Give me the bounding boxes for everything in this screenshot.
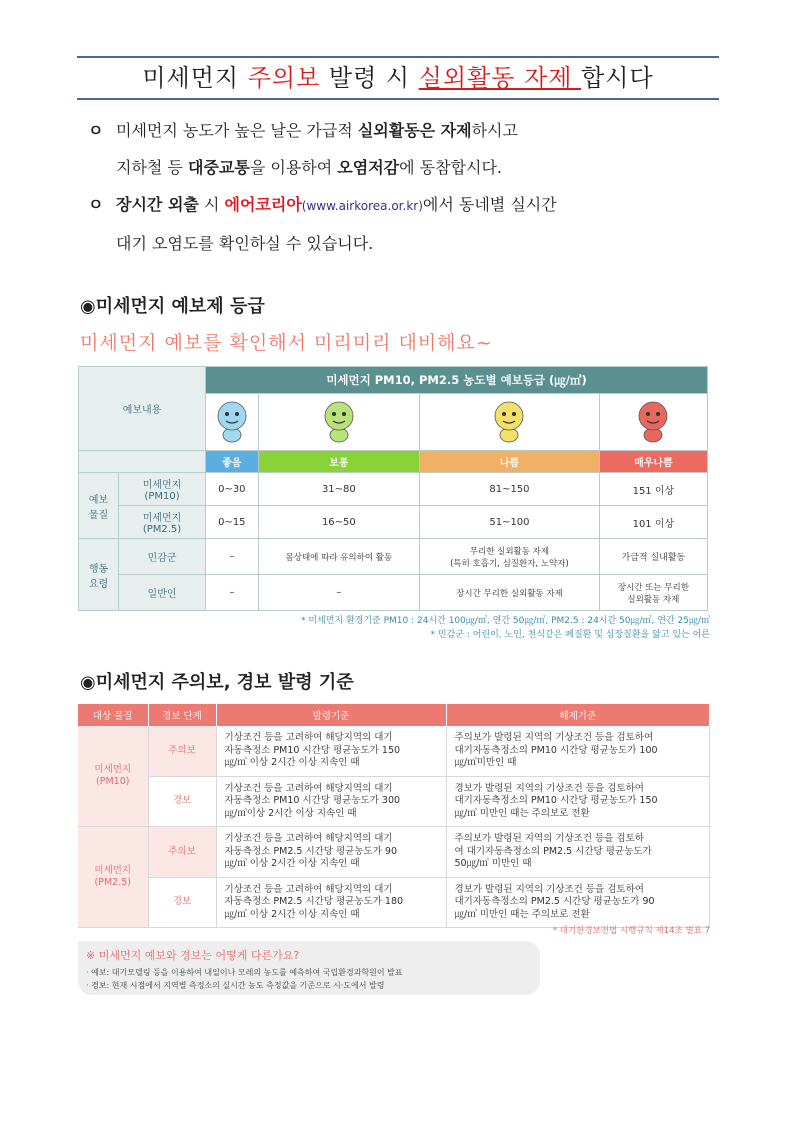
bold-text: 대중교통 <box>188 158 250 177</box>
face-good-icon <box>215 399 249 443</box>
text: 하시고 <box>471 121 518 140</box>
col-header: 해제기준 <box>446 704 710 726</box>
cell: 장시간 또는 무리한 실외활동 자제 <box>599 575 707 611</box>
bullet-item <box>88 112 728 149</box>
row-label: 미세먼지 (PM10) <box>119 473 206 506</box>
text: 에서 동네별 실시간 <box>422 195 557 214</box>
face-bad-cell <box>420 394 600 451</box>
note-sensitive: * 민감군 : 어린이, 노인, 천식같은 폐질환 및 심장질환을 앓고 있는 어른 <box>430 630 710 640</box>
cell: 51~100 <box>420 506 600 539</box>
group-action: 행동 요령 <box>79 539 119 611</box>
cell: 16~50 <box>258 506 420 539</box>
bold-text: 실외활동은 자제 <box>357 121 472 140</box>
bullet-continuation <box>88 149 728 186</box>
cell: 무리한 실외활동 자제 (특히 호흡기, 심질환자, 노약자) <box>420 539 600 575</box>
bullet-continuation <box>88 225 728 262</box>
group-substance: 예보 물질 <box>79 473 119 539</box>
blank-cell <box>79 451 206 473</box>
level-normal: 보통 <box>258 451 420 473</box>
title-part: 미세먼지 <box>142 64 248 92</box>
section-title-forecast: ◉미세먼지 예보제 등급 <box>80 296 265 317</box>
cell: 151 이상 <box>599 473 707 506</box>
text: 지하철 등 <box>116 158 188 177</box>
level-good: 좋음 <box>206 451 259 473</box>
cell: 0~30 <box>206 473 259 506</box>
faq-line: · 경보: 현재 시점에서 지역별 측정소의 실시간 농도 측정값을 기준으로 시·도에서 발령 <box>86 981 385 990</box>
faq-box <box>78 941 540 995</box>
issue-cell: 기상조건 등을 고려하여 해당지역의 대기 자동측정소 PM10 시간당 평균농도가 150 ㎍/㎥ 이상 2시간 이상 지속인 때 <box>216 726 446 776</box>
row-label: 미세먼지 (PM2.5) <box>119 506 206 539</box>
bullet-item <box>88 186 728 225</box>
cell: – <box>206 575 259 611</box>
title-highlight-advisory: 주의보 <box>247 64 321 92</box>
cell: 81~150 <box>420 473 600 506</box>
level-cell: 경보 <box>148 877 216 928</box>
airkorea-name: 에어코리아 <box>224 195 302 214</box>
cell: 101 이상 <box>599 506 707 539</box>
title-part: 발령 시 <box>320 64 419 92</box>
release-cell: 경보가 발령된 지역의 기상조건 등을 검토하여 대기자동측정소의 PM10 시간당 평균농도가 150 ㎍/㎥ 미만인 때는 주의보로 전환 <box>446 776 710 827</box>
cell: 31~80 <box>258 473 420 506</box>
faq-line: · 예보: 대기모델링 등을 이용하여 내일이나 모레의 농도를 예측하여 국립환경과학원이 발표 <box>86 968 403 977</box>
level-cell: 경보 <box>148 776 216 827</box>
section-title-alert: ◉미세먼지 주의보, 경보 발령 기준 <box>80 672 354 693</box>
cell: 0~15 <box>206 506 259 539</box>
issue-cell: 기상조건 등을 고려하여 해당지역의 대기 자동측정소 PM2.5 시간당 평균농도가 180 ㎍/㎥ 이상 2시간 이상 지속인 때 <box>216 877 446 928</box>
release-cell: 주의보가 발령된 지역의 기상조건 등을 검토하 여 대기자동측정소의 PM2.5 시간당 평균농도가 50㎍/㎥ 미만인 때 <box>446 827 710 878</box>
cell: 장시간 무리한 실외활동 자제 <box>420 575 600 611</box>
forecast-header: 미세먼지 PM10, PM2.5 농도별 예보등급 (㎍/㎥) <box>206 367 708 394</box>
bullet-list <box>88 112 728 262</box>
airkorea-link[interactable]: (www.airkorea.or.kr) <box>301 199 423 213</box>
release-cell: 경보가 발령된 지역의 기상조건 등을 검토하여 대기자동측정소의 PM2.5 시간당 평균농도가 90 ㎍/㎥ 미만인 때는 주의보로 전환 <box>446 877 710 928</box>
bullet-dot: ㅇ <box>88 195 104 214</box>
col-header: 경보 단계 <box>148 704 216 726</box>
bullet-dot: ㅇ <box>88 121 104 140</box>
col-header: 대상 물질 <box>78 704 148 726</box>
issue-cell: 기상조건 등을 고려하여 해당지역의 대기 자동측정소 PM2.5 시간당 평균농도가 90 ㎍/㎥ 이상 2시간 이상 지속인 때 <box>216 827 446 878</box>
col-header: 발령기준 <box>216 704 446 726</box>
alert-source-note: * 대기환경보전법 시행규칙 제14조 별표 7 <box>552 926 710 936</box>
material-cell: 미세먼지 (PM10) <box>78 726 148 827</box>
alert-table <box>78 704 710 928</box>
bold-text: 장시간 외출 <box>116 195 199 214</box>
text: 을 이용하여 <box>249 158 338 177</box>
face-normal-cell <box>258 394 420 451</box>
title-highlight-restrain: 실외활동 자제 <box>418 64 582 92</box>
level-bad: 나쁨 <box>420 451 600 473</box>
forecast-table <box>78 366 708 611</box>
bold-text: 오염저감 <box>337 158 400 177</box>
text: 에 동참합시다. <box>399 158 503 177</box>
level-cell: 주의보 <box>148 827 216 878</box>
faq-question: ※ 미세먼지 예보와 경보는 어떻게 다른가요? <box>86 949 300 962</box>
face-verybad-icon <box>636 399 670 443</box>
face-good-cell <box>206 394 259 451</box>
row-label: 민감군 <box>119 539 206 575</box>
face-verybad-cell <box>599 394 707 451</box>
note-standard: * 미세먼지 환경기준 PM10 : 24시간 100㎍/㎥, 연간 50㎍/㎥, PM2.5 : 24시간 50㎍/㎥, 연간 25㎍/㎥ <box>300 616 710 626</box>
cell: – <box>258 575 420 611</box>
page-title <box>77 56 719 100</box>
text: 시 <box>198 195 225 214</box>
face-bad-icon <box>492 399 526 443</box>
row-label: 일반인 <box>119 575 206 611</box>
material-cell: 미세먼지 (PM2.5) <box>78 827 148 928</box>
level-verybad: 매우나쁨 <box>599 451 707 473</box>
cell: 가급적 실내활동 <box>599 539 707 575</box>
title-part: 합시다 <box>581 64 654 92</box>
issue-cell: 기상조건 등을 고려하여 해당지역의 대기 자동측정소 PM10 시간당 평균농도가 300 ㎍/㎥이상 2시간 이상 지속인 때 <box>216 776 446 827</box>
release-cell: 주의보가 발령된 지역의 기상조건 등을 검토하여 대기자동측정소의 PM10 시간당 평균농도가 100 ㎍/㎥미만인 때 <box>446 726 710 776</box>
level-cell: 주의보 <box>148 726 216 776</box>
cell: – <box>206 539 259 575</box>
text: 미세먼지 농도가 높은 날은 가급적 <box>116 121 358 140</box>
forecast-notes <box>200 614 710 642</box>
text: 대기 오염도를 확인하실 수 있습니다. <box>116 234 374 253</box>
forecast-tagline: 미세먼지 예보를 확인해서 미리미리 대비해요~ <box>80 332 493 354</box>
face-normal-icon <box>322 399 356 443</box>
cell: 몸상태에 따라 유의하여 활동 <box>258 539 420 575</box>
content-label: 예보내용 <box>79 367 206 451</box>
